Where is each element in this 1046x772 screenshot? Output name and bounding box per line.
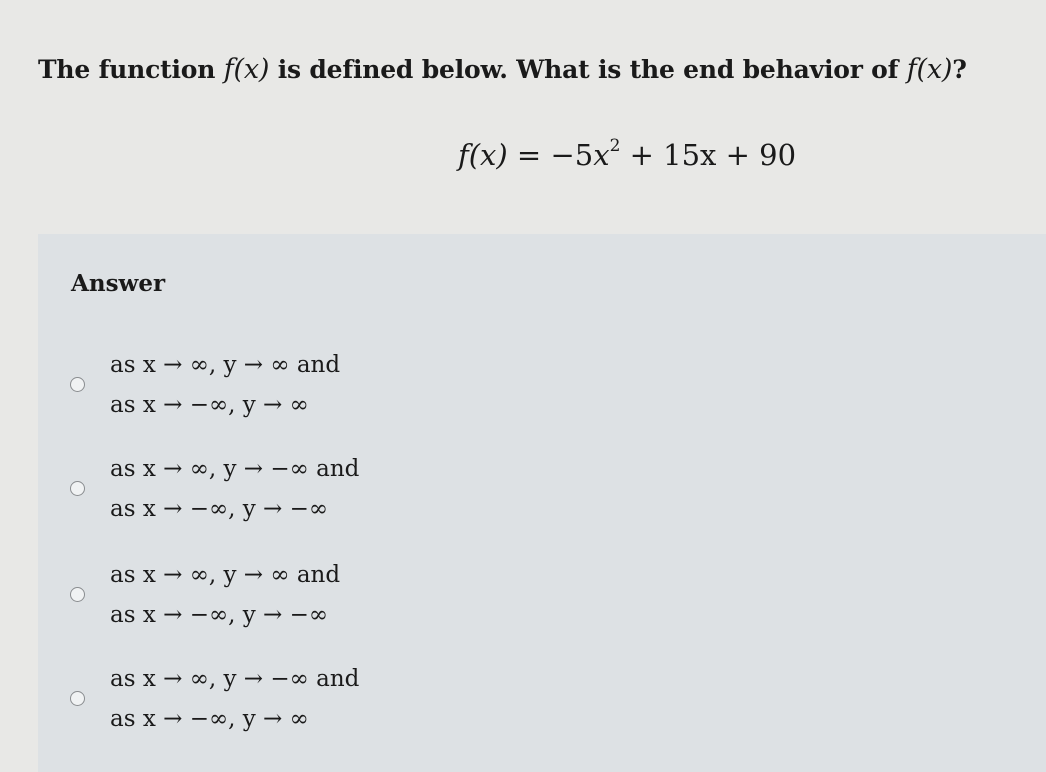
radio-button[interactable] (70, 481, 85, 496)
option-line-2: as x → −∞, y → −∞ (110, 496, 329, 522)
option-line-1: as x → ∞, y → ∞ and (110, 562, 341, 588)
equation (458, 138, 796, 172)
answer-label: Answer (71, 270, 166, 297)
radio-button[interactable] (70, 587, 85, 602)
equation-rest: + 15x + 90 (620, 138, 797, 172)
question-text (38, 54, 967, 85)
question-prefix: The function (38, 55, 224, 84)
answer-option-4[interactable] (68, 666, 488, 742)
answer-option-2[interactable] (68, 456, 488, 532)
answer-option-3[interactable] (68, 562, 488, 638)
answer-option-1[interactable] (68, 352, 488, 428)
equation-lhs: f(x) (458, 138, 508, 172)
option-line-1: as x → ∞, y → −∞ and (110, 666, 360, 692)
option-line-1: as x → ∞, y → ∞ and (110, 352, 341, 378)
radio-button[interactable] (70, 691, 85, 706)
question-middle: is defined below. What is the end behavior of (269, 55, 907, 84)
equation-eq: = −5 (507, 138, 594, 172)
question-suffix: ? (952, 55, 967, 84)
equation-exponent: 2 (609, 136, 621, 156)
answer-panel (38, 234, 1046, 772)
radio-button[interactable] (70, 377, 85, 392)
option-line-2: as x → −∞, y → −∞ (110, 602, 329, 628)
equation-x: x (593, 138, 610, 172)
option-line-2: as x → −∞, y → ∞ (110, 706, 309, 732)
question-function: f(x) (223, 54, 270, 85)
option-line-1: as x → ∞, y → −∞ and (110, 456, 360, 482)
question-function-2: f(x) (906, 54, 953, 85)
option-line-2: as x → −∞, y → ∞ (110, 392, 309, 418)
